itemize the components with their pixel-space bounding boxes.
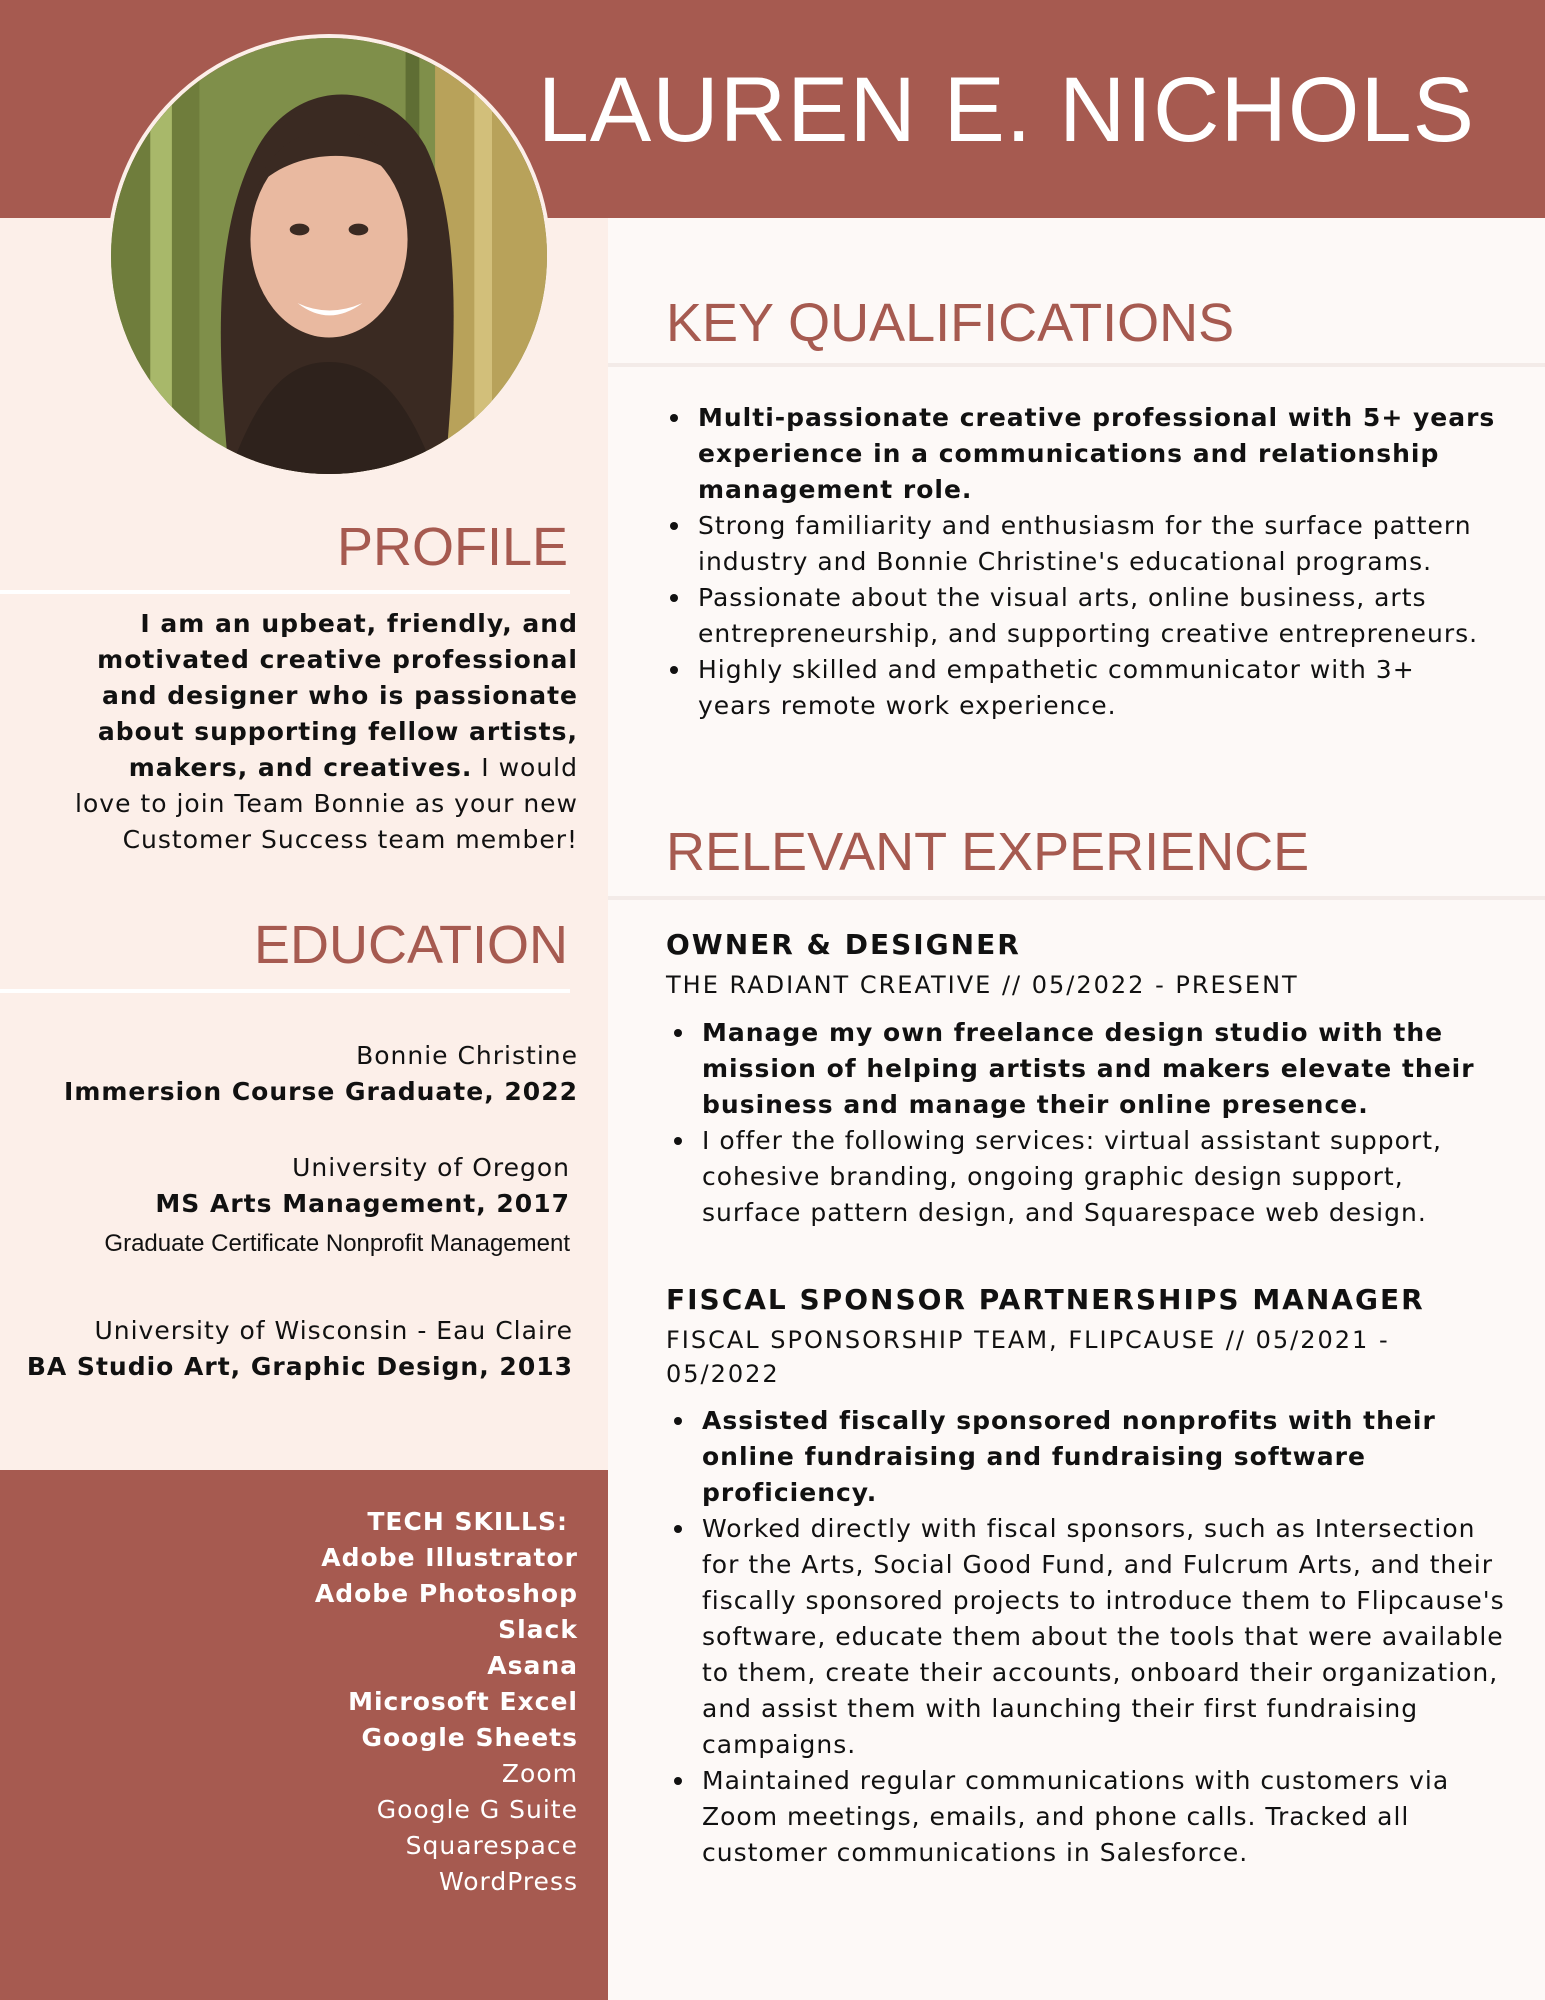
skill-item: Adobe Illustrator bbox=[321, 1543, 578, 1572]
skill-item: Squarespace bbox=[405, 1831, 578, 1860]
job-bullets bbox=[670, 1015, 1505, 1231]
qualification-item: Passionate about the visual arts, online business, arts entrepreneurship, and supporting creative entrepreneurs. bbox=[666, 580, 1496, 652]
qualification-item: Strong familiarity and enthusiasm for the surface pattern industry and Bonnie Christine's educational programs. bbox=[666, 508, 1496, 580]
skill-item: Google G Suite bbox=[376, 1795, 578, 1824]
profile-photo bbox=[107, 34, 551, 478]
qualifications-divider bbox=[608, 363, 1545, 367]
education-heading: EDUCATION bbox=[253, 915, 568, 975]
skill-item: Zoom bbox=[501, 1759, 578, 1788]
experience-divider bbox=[608, 896, 1545, 900]
job-organization: THE RADIANT CREATIVE // 05/2022 - PRESENT bbox=[666, 971, 1299, 999]
job-bullet: Worked directly with fiscal sponsors, such as Intersection for the Arts, Social Good Fund, and Fulcrum Arts, and their fiscally sponsored projects to introduce them to Flipcause's software, educate them about the tools that were available to them, create their accounts, onboard their organization, and assist them with launching their first fundraising campaigns. bbox=[670, 1511, 1505, 1763]
profile-text bbox=[70, 606, 578, 858]
profile-divider bbox=[0, 590, 570, 594]
qualifications-heading: KEY QUALIFICATIONS bbox=[666, 293, 1235, 353]
skill-item: Microsoft Excel bbox=[348, 1687, 578, 1716]
skill-item: Slack bbox=[498, 1615, 578, 1644]
experience-heading: RELEVANT EXPERIENCE bbox=[666, 822, 1310, 882]
skill-item: Google Sheets bbox=[361, 1723, 578, 1752]
skill-item: Asana bbox=[487, 1651, 578, 1680]
job-bullet: Assisted fiscally sponsored nonprofits with their online fundraising and fundraising software proficiency. bbox=[670, 1403, 1505, 1511]
education-school: Bonnie Christine bbox=[356, 1041, 578, 1070]
profile-heading: PROFILE bbox=[336, 517, 568, 577]
education-divider bbox=[0, 989, 570, 993]
profile-text-bold: I am an upbeat, friendly, and motivated creative professional and designer who is passionate about supporting fellow artists, makers, and creatives. bbox=[97, 609, 578, 782]
education-item bbox=[104, 1150, 570, 1262]
job-bullet: Manage my own freelance design studio with the mission of helping artists and makers elevate their business and manage their online presence. bbox=[670, 1015, 1505, 1123]
education-degree: BA Studio Art, Graphic Design, 2013 bbox=[26, 1352, 573, 1381]
resume-name: LAUREN E. NICHOLS bbox=[537, 59, 1475, 161]
job-bullet: Maintained regular communications with customers via Zoom meetings, emails, and phone calls. Tracked all customer communications in Salesforce. bbox=[670, 1763, 1505, 1871]
job-organization: FISCAL SPONSORSHIP TEAM, FLIPCAUSE // 05/2021 - 05/2022 bbox=[666, 1326, 1390, 1388]
education-degree: MS Arts Management, 2017 bbox=[155, 1189, 570, 1218]
job-title: FISCAL SPONSOR PARTNERSHIPS MANAGER bbox=[666, 1283, 1425, 1316]
job-bullet: I offer the following services: virtual assistant support, cohesive branding, ongoing graphic design support, surface pattern design, and Squarespace web design. bbox=[670, 1123, 1505, 1231]
education-extra: Graduate Certificate Nonprofit Management bbox=[104, 1230, 570, 1257]
education-school: University of Oregon bbox=[292, 1153, 570, 1182]
profile-text-regular: I would love to join Team Bonnie as your new Customer Success team member! bbox=[75, 753, 578, 854]
education-school: University of Wisconsin - Eau Claire bbox=[94, 1316, 573, 1345]
qualification-item: Multi-passionate creative professional with 5+ years experience in a communications and relationship management role. bbox=[666, 400, 1496, 508]
education-item bbox=[27, 1313, 573, 1385]
skill-item: Adobe Photoshop bbox=[314, 1579, 578, 1608]
tech-skills-heading: TECH SKILLS: bbox=[367, 1507, 568, 1536]
education-degree: Immersion Course Graduate, 2022 bbox=[64, 1077, 578, 1106]
qualifications-list bbox=[666, 400, 1496, 724]
tech-skills-list bbox=[315, 1504, 578, 1900]
qualification-item: Highly skilled and empathetic communicator with 3+ years remote work experience. bbox=[666, 652, 1496, 724]
job-title: OWNER & DESIGNER bbox=[666, 928, 1021, 961]
job-bullets bbox=[670, 1403, 1505, 1871]
skill-item: WordPress bbox=[438, 1867, 578, 1896]
education-item bbox=[64, 1038, 578, 1110]
